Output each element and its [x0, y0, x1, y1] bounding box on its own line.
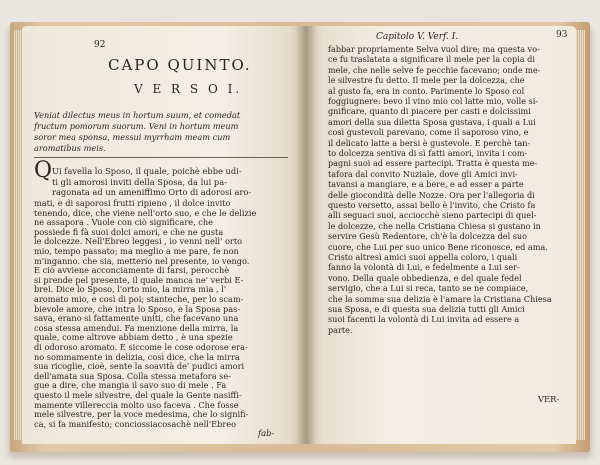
body-line: sua ricoglie, cioè, sente la soavità de' pudici amori — [34, 361, 245, 372]
body-line: possiede fi fà suoi dolci amori, e che ne gusta — [34, 226, 224, 237]
right-page-edges — [576, 30, 585, 440]
right-page — [306, 26, 576, 444]
body-line: che la somma sua delizia è l'amare la Cristiana Chiesa — [328, 293, 552, 304]
body-line: dell'amata sua Sposa. Colla stessa metafora se- — [34, 370, 231, 381]
body-line: le dolcezze, che nella Cristiana Chiesa si gustano in — [328, 220, 541, 231]
body-line: al gusto fa, era in conto. Parimente lo Sposo col — [328, 85, 525, 96]
verse-line: Veniat dilectus meus in hortum suum, et comedat — [34, 110, 241, 120]
body-line: le dolcezze. Nell'Ebreo leggesi , io venni nell' orto — [34, 236, 243, 247]
body-line: quale, come altrove abbiam detto , è una spezie — [34, 332, 233, 343]
body-line: Cristo altresì amici suoi appella coloro, i quali — [328, 252, 518, 262]
body-line: aromato mio, e così di poi; stanteche, per lo scam- — [34, 294, 244, 304]
body-line: ti gli amorosi inviti della Sposa, da lui pa- — [52, 176, 227, 187]
body-line: fanno la volontà di Lui, e fedelmente a Lui ser- — [328, 262, 520, 273]
body-line: Ui favella lo Sposo, il quale, poichè ebbe udi- — [52, 166, 242, 176]
body-line: foggiugnere: bevo il vino mio col latte mio, volle si- — [328, 96, 539, 106]
body-line: gue a dire, che mangia il savo suo di mele . Fa — [34, 380, 227, 391]
body-line: sua Sposa, e di questa sua delizia tutti gli Amici — [328, 304, 525, 314]
chapter-title: CAPO QUINTO. — [108, 56, 252, 74]
body-line: to dolcezza sentiva di sì fatti amori, invita i com- — [328, 148, 528, 158]
body-line: questo il mele silvestre, del quale la Gente nasiffi- — [34, 390, 242, 400]
verse-line: aromatibus meis. — [34, 143, 106, 153]
body-line: mio, tempo passato; ma meglio a me pare, fe non — [34, 246, 239, 256]
body-line: tavansi a mangiare, e a bere, e ad esser a parte — [328, 179, 524, 190]
body-line: parte. — [328, 324, 353, 335]
body-line: pagni suoi ad essere partecipi. Tratta è questa me- — [328, 158, 538, 169]
body-line: le silvestre fu detto. Il mele per la dolcezza, che — [328, 75, 525, 86]
left-page — [22, 26, 306, 444]
body-line: ragonata ad un ameniffimo Orto di adorosi aro- — [52, 187, 252, 198]
body-line: mati, e di saporosi frutti ripieno , il dolce invito — [34, 198, 231, 208]
left-page-number: 92 — [94, 40, 106, 50]
body-line: suoi facenti la volontà di Lui invita ad essere a — [328, 314, 520, 325]
book-gutter — [296, 26, 316, 444]
right-page-number: 93 — [556, 30, 568, 40]
running-head: Capitolo V. Verf. I. — [376, 32, 459, 42]
body-line: cuore, che Lui per suo unico Bene riconosce, ed ama. — [328, 241, 548, 252]
body-line: brei. Dice lo Sposo, l'orto mio, la mirra mia , l' — [34, 284, 227, 295]
body-line: servigio, che a Lui si reca, tanto se ne compiace, — [328, 283, 529, 294]
body-line: mele silvestre, per la voce medesima, che lo signifi- — [34, 409, 249, 420]
body-line: ca, si fa manifesto; conciossiacosachè nell'Ebreo — [34, 418, 237, 429]
body-line: tenendo, dice, che viene nell'orto suo, e che le delizie — [34, 207, 257, 218]
body-line: servire Gesù Redentore, ch'è la dolcezza del suo — [328, 231, 527, 242]
body-line: questo versetto, assai bello è l'invito, che Cristo fa — [328, 200, 536, 210]
drop-cap: Q — [34, 158, 53, 183]
verse-line: fructum pomorum suorum. Veni in hortum meum — [34, 121, 239, 131]
verse-divider — [34, 157, 288, 158]
body-line: bievole amore, che intra lo Sposo, e la Sposa pas- — [34, 303, 241, 314]
body-line: sava, erano si fattamente uniti, che facevano una — [34, 313, 239, 324]
left-catchword: fab- — [258, 428, 275, 438]
body-line: E ciò avviene acconciamente di farsi, perocchè — [34, 265, 230, 276]
body-line: delle giocondità delle Nozze. Ora per l'allegoria di — [328, 189, 535, 200]
body-line: tafora dal convito Nuziale, dove gli Amici invi- — [328, 168, 518, 179]
right-catchword: VER- — [538, 394, 560, 404]
body-line: fabbar propriamente Selva vuol dire; ma questa vo- — [328, 44, 540, 54]
body-line: ne assapora . Vuole con ciò significare, che — [34, 217, 213, 228]
body-line: si prende pel presente, il quale manca ne' verbi E- — [34, 274, 244, 285]
body-line: mele, che nelle selve fe pecchie facevano; onde me- — [328, 64, 541, 75]
body-line: cosa stessa amendui. Fa menzione della mirra, la — [34, 322, 239, 333]
body-line: mamente villereccia molto uso faceva . Che fosse — [34, 399, 239, 410]
body-line: ce fu traslatata a significare il mele per la copia di — [328, 54, 535, 65]
verse-line: soror mea sponsa, messui myrrham meam cum — [34, 132, 231, 142]
body-line: no sommamente in delizia, così dice, che la mirra — [34, 351, 240, 362]
body-line: gnificare, quanto di piacere per casti e dolcissimi — [328, 106, 531, 117]
body-line: il delicato latte a bersi è gustevole. E perchè tan- — [328, 137, 531, 148]
body-line: alli seguaci suoi, acciocchè sieno partecipi di quel- — [328, 210, 537, 221]
body-line: amori della sua diletta Sposa gustava, i quali a Lui — [328, 116, 536, 127]
body-line: così gustevoli parevano, come il saporoso vino, e — [328, 127, 529, 138]
body-line: m'inganno. che sia, metterio nel presente, io vengo. — [34, 255, 250, 266]
verse-heading: V E R S O I. — [134, 82, 243, 96]
body-line: di odoroso aromato. E siccome le cose odorose era- — [34, 342, 248, 352]
body-line: vono. Della quale obbedienza, e del quale fedel — [328, 272, 522, 283]
